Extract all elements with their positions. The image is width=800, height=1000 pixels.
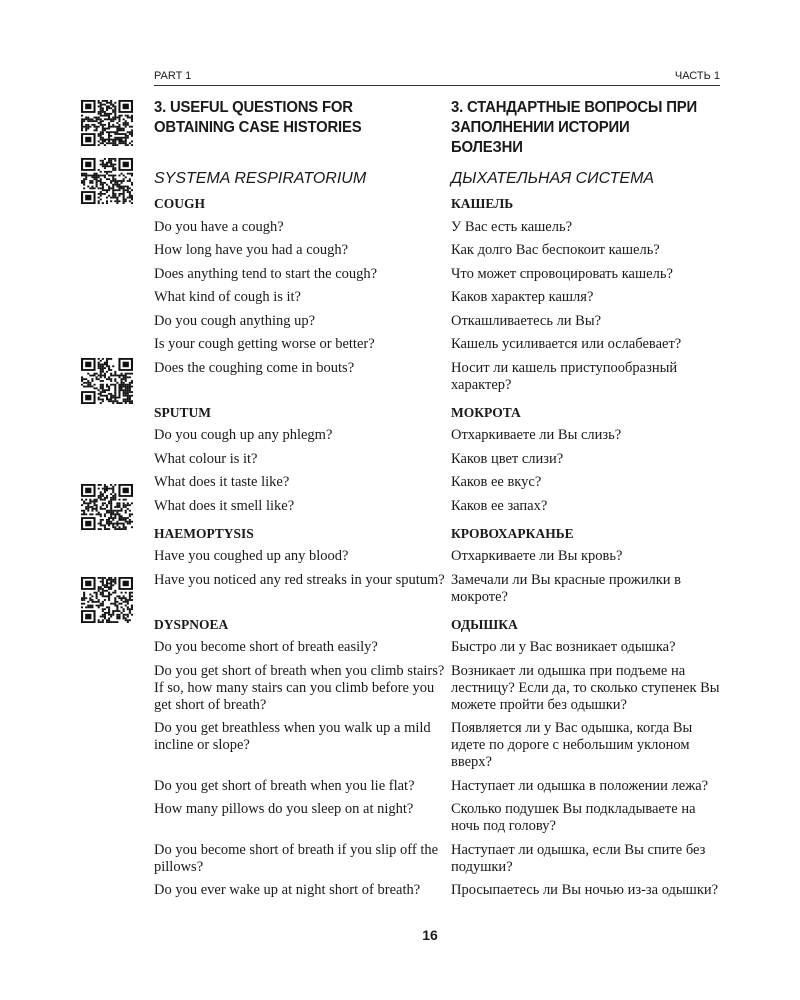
- question-row: [154, 474, 724, 491]
- qr-code-icon: [81, 484, 133, 530]
- qr-code-icon: [81, 158, 133, 204]
- question-en: Do you cough anything up?: [154, 312, 316, 329]
- question-en: Do you become short of breath easily?: [154, 639, 378, 655]
- question-en: What colour is it?: [154, 450, 258, 467]
- question-row: [154, 289, 724, 306]
- title-en: 3. USEFUL QUESTIONS FOR OBTAINING CASE HISTORIES: [154, 99, 362, 136]
- question-ru: Наступает ли одышка в положении лежа?: [451, 777, 709, 794]
- running-header-right: ЧАСТЬ 1: [674, 70, 720, 82]
- subtitle-ru: ДЫХАТЕЛЬНАЯ СИСТЕМА: [451, 169, 655, 187]
- question-ru: Что может спровоцировать кашель?: [451, 265, 673, 282]
- qr-code-icon: [81, 358, 133, 404]
- question-ru: Замечали ли Вы красные прожилки в мокроте?: [451, 571, 682, 605]
- question-en: Have you coughed up any blood?: [154, 548, 349, 564]
- heading-ru: КАШЕЛЬ: [451, 196, 514, 211]
- question-ru: Кашель усиливается или ослабевает?: [451, 336, 682, 352]
- subtitle-en: SYSTEMA RESPIRATORIUM: [154, 169, 367, 187]
- question-row: [154, 313, 724, 330]
- qr-code-icon: [81, 100, 133, 146]
- question-row: [154, 498, 724, 515]
- question-row: [154, 242, 724, 259]
- question-ru: Отхаркиваете ли Вы кровь?: [451, 548, 623, 564]
- question-en: Do you get short of breath when you climb stairs? If so, how many stairs can you climb before you get short of breath?: [154, 662, 445, 713]
- heading-ru: ОДЫШКА: [451, 616, 518, 632]
- question-row: [154, 427, 724, 444]
- question-ru: Каков цвет слизи?: [451, 450, 564, 467]
- question-row: [154, 360, 724, 394]
- question-ru: Каков ее вкус?: [451, 474, 542, 490]
- question-ru: Носит ли кашель приступообразный характер?: [451, 359, 678, 393]
- question-ru: Как долго Вас беспокоит кашель?: [451, 242, 660, 258]
- question-row: [154, 266, 724, 283]
- header-rule: [154, 85, 720, 86]
- question-en: Do you get breathless when you walk up a mild incline or slope?: [154, 720, 431, 753]
- title-ru: 3. СТАНДАРТНЫЕ ВОПРОСЫ ПРИ ЗАПОЛНЕНИИ ИСТОРИИ БОЛЕЗНИ: [451, 99, 697, 156]
- heading-en: HAEMOPTYSIS: [154, 525, 254, 541]
- subtitle: [154, 169, 724, 189]
- question-row: [154, 778, 724, 795]
- question-ru: Возникает ли одышка при подъеме на лестницу? Если да, то сколько ступенек Вы можете пройти без одышки?: [451, 662, 720, 713]
- question-ru: Сколько подушек Вы подкладываете на ночь под голову?: [451, 801, 696, 834]
- question-en: Is your cough getting worse or better?: [154, 336, 375, 352]
- question-row: [154, 801, 724, 835]
- qr-code-icon: [81, 577, 133, 623]
- question-ru: У Вас есть кашель?: [451, 218, 573, 235]
- section-title: [154, 98, 724, 162]
- heading-en: DYSPNOEA: [154, 616, 229, 632]
- question-en: Do you cough up any phlegm?: [154, 427, 333, 443]
- subsection-heading: [154, 616, 724, 633]
- question-ru: Появляется ли у Вас одышка, когда Вы идете по дороге с небольшим уклоном вверх?: [451, 720, 693, 770]
- question-en: Do you become short of breath if you slip off the pillows?: [154, 841, 439, 875]
- question-row: [154, 572, 724, 606]
- heading-ru: МОКРОТА: [451, 404, 521, 420]
- question-row: [154, 639, 724, 656]
- heading-en: SPUTUM: [154, 404, 211, 420]
- question-en: What does it taste like?: [154, 474, 290, 490]
- question-en: Do you have a cough?: [154, 218, 284, 235]
- heading-en: COUGH: [154, 196, 206, 211]
- subsection-heading: [154, 404, 724, 421]
- question-ru: Наступает ли одышка, если Вы спите без подушки?: [451, 841, 706, 875]
- question-en: Do you ever wake up at night short of breath?: [154, 882, 421, 898]
- question-en: Have you noticed any red streaks in your sputum?: [154, 571, 445, 588]
- question-en: Does anything tend to start the cough?: [154, 265, 378, 282]
- question-en: Does the coughing come in bouts?: [154, 359, 355, 376]
- question-row: [154, 663, 724, 714]
- question-en: What does it smell like?: [154, 497, 295, 514]
- question-ru: Отхаркиваете ли Вы слизь?: [451, 427, 622, 443]
- question-row: [154, 219, 724, 236]
- question-row: [154, 548, 724, 565]
- question-ru: Каков ее запах?: [451, 497, 548, 514]
- question-row: [154, 720, 724, 771]
- subsection-heading: [154, 195, 724, 212]
- question-row: [154, 451, 724, 468]
- heading-ru: КРОВОХАРКАНЬЕ: [451, 525, 574, 541]
- question-ru: Быстро ли у Вас возникает одышка?: [451, 639, 676, 655]
- bilingual-content: [154, 98, 724, 906]
- question-ru: Просыпаетесь ли Вы ночью из-за одышки?: [451, 882, 719, 898]
- question-en: Do you get short of breath when you lie flat?: [154, 777, 415, 794]
- question-en: How many pillows do you sleep on at night?: [154, 801, 414, 817]
- question-row: [154, 882, 724, 899]
- question-ru: Каков характер кашля?: [451, 289, 594, 305]
- page-number: 16: [422, 927, 438, 943]
- running-header-left: PART 1: [154, 70, 192, 82]
- question-ru: Откашливаетесь ли Вы?: [451, 312, 602, 329]
- question-en: What kind of cough is it?: [154, 289, 301, 305]
- subsection-heading: [154, 525, 724, 542]
- question-row: [154, 336, 724, 353]
- question-row: [154, 842, 724, 876]
- question-en: How long have you had a cough?: [154, 242, 349, 258]
